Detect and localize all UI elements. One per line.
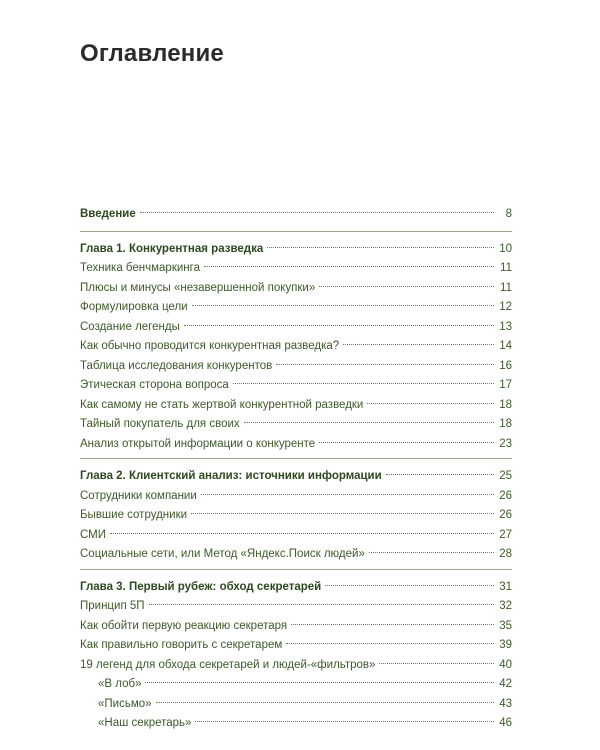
dot-leader: [386, 474, 494, 475]
toc-page-number: 11: [500, 281, 512, 294]
toc-section-chapter-1: [80, 240, 512, 460]
toc-entry-label: Создание легенды: [80, 320, 180, 333]
toc-entry-label: Плюсы и минусы «незавершенной покупки»: [80, 281, 316, 294]
toc-entry[interactable]: [80, 259, 512, 279]
dot-leader: [140, 212, 494, 213]
toc-entry[interactable]: [80, 435, 512, 455]
dot-leader: [291, 624, 494, 625]
dot-leader: [379, 663, 494, 664]
toc-entry[interactable]: [80, 298, 512, 318]
toc-entry-label: Тайный покупатель для своих: [80, 418, 240, 430]
toc-page-number: 18: [499, 398, 512, 411]
dot-leader: [325, 585, 494, 586]
dot-leader: [184, 325, 494, 326]
toc-entry-label: Социальные сети, или Метод «Яндекс.Поиск людей»: [80, 548, 365, 560]
toc-page-number: 27: [499, 528, 512, 541]
toc-page-number: 12: [499, 301, 512, 313]
toc-entry-label: СМИ: [80, 528, 107, 541]
toc-entry[interactable]: [80, 279, 512, 299]
table-of-contents: [80, 205, 512, 734]
toc-entry[interactable]: [80, 597, 512, 617]
dot-leader: [204, 266, 494, 267]
toc-entry-intro[interactable]: [80, 205, 512, 225]
toc-chapter-heading[interactable]: [80, 578, 512, 598]
toc-entry-label: Как обойти первую реакцию секретаря: [80, 619, 288, 632]
toc-entry-label: Глава 2. Клиентский анализ: источники информации: [80, 470, 382, 482]
toc-entry-label: Как правильно говорить с секретарем: [80, 639, 283, 651]
toc-entry-label: Введение: [80, 208, 136, 220]
toc-entry[interactable]: [80, 617, 512, 637]
toc-subentry[interactable]: [80, 675, 512, 695]
page-title: Оглавление: [80, 40, 224, 67]
toc-entry[interactable]: [80, 545, 512, 565]
toc-entry-label: Как самому не стать жертвой конкурентной разведки: [80, 398, 364, 411]
toc-page-number: 31: [499, 580, 512, 593]
toc-page-number: 26: [499, 509, 512, 521]
dot-leader: [149, 604, 494, 605]
toc-page-number: 28: [499, 548, 512, 560]
toc-section-chapter-2: [80, 467, 512, 570]
dot-leader: [369, 552, 494, 553]
toc-entry-label: Как обычно проводится конкурентная разведка?: [80, 340, 340, 352]
toc-section-chapter-3: [80, 578, 512, 734]
toc-page-number: 40: [499, 658, 512, 671]
toc-entry-label: 19 легенд для обхода секретарей и людей-«фильтров»: [80, 658, 376, 671]
toc-entry[interactable]: [80, 396, 512, 416]
dot-leader: [110, 533, 494, 534]
toc-page-number: 39: [499, 639, 512, 651]
toc-entry-label: «В лоб»: [98, 678, 142, 690]
toc-entry-label: Глава 3. Первый рубеж: обход секретарей: [80, 580, 322, 593]
dot-leader: [192, 305, 494, 306]
toc-page-number: 23: [499, 437, 512, 450]
dot-leader: [233, 383, 494, 384]
dot-leader: [156, 702, 494, 703]
toc-page-number: 11: [500, 262, 512, 274]
toc-page-number: 17: [499, 379, 512, 391]
toc-entry[interactable]: [80, 318, 512, 338]
toc-entry[interactable]: [80, 357, 512, 377]
toc-page-number: 14: [499, 340, 512, 352]
toc-page-number: 43: [499, 697, 512, 710]
toc-page-number: 16: [499, 359, 512, 372]
dot-leader: [145, 682, 494, 683]
toc-entry-label: Глава 1. Конкурентная разведка: [80, 242, 264, 255]
toc-entry[interactable]: [80, 506, 512, 526]
toc-entry-label: Этическая сторона вопроса: [80, 379, 229, 391]
dot-leader: [244, 422, 494, 423]
dot-leader: [267, 247, 494, 248]
dot-leader: [201, 494, 494, 495]
toc-entry[interactable]: [80, 656, 512, 676]
toc-entry-label: «Наш секретарь»: [98, 717, 192, 729]
dot-leader: [343, 344, 494, 345]
toc-chapter-heading[interactable]: [80, 467, 512, 487]
dot-leader: [195, 721, 494, 722]
toc-entry-label: Сотрудники компании: [80, 489, 197, 502]
dot-leader: [367, 403, 494, 404]
toc-page-number: 8: [505, 208, 512, 220]
toc-entry-label: Таблица исследования конкурентов: [80, 359, 273, 372]
dot-leader: [276, 364, 494, 365]
toc-entry-label: «Письмо»: [98, 697, 152, 710]
toc-entry-label: Анализ открытой информации о конкуренте: [80, 437, 316, 450]
dot-leader: [319, 442, 494, 443]
toc-page-number: 46: [499, 717, 512, 729]
toc-entry-label: Принцип 5П: [80, 600, 145, 612]
toc-section-intro: [80, 205, 512, 232]
toc-entry[interactable]: [80, 487, 512, 507]
toc-page-number: 32: [499, 600, 512, 612]
toc-entry[interactable]: [80, 526, 512, 546]
toc-entry-label: Техника бенчмаркинга: [80, 262, 200, 274]
toc-entry[interactable]: [80, 415, 512, 435]
dot-leader: [191, 513, 494, 514]
toc-entry-label: Бывшие сотрудники: [80, 509, 188, 521]
toc-page-number: 13: [499, 320, 512, 333]
toc-chapter-heading[interactable]: [80, 240, 512, 260]
toc-entry[interactable]: [80, 636, 512, 656]
toc-subentry[interactable]: [80, 695, 512, 715]
toc-page-number: 35: [499, 619, 512, 632]
toc-page-number: 42: [499, 678, 512, 690]
toc-entry[interactable]: [80, 376, 512, 396]
dot-leader: [286, 643, 494, 644]
toc-entry-label: Формулировка цели: [80, 301, 188, 313]
toc-subentry[interactable]: [80, 714, 512, 734]
toc-page-number: 25: [499, 470, 512, 482]
toc-page-number: 10: [499, 242, 512, 255]
toc-entry[interactable]: [80, 337, 512, 357]
toc-page-number: 18: [499, 418, 512, 430]
toc-page-number: 26: [499, 489, 512, 502]
dot-leader: [319, 286, 494, 287]
